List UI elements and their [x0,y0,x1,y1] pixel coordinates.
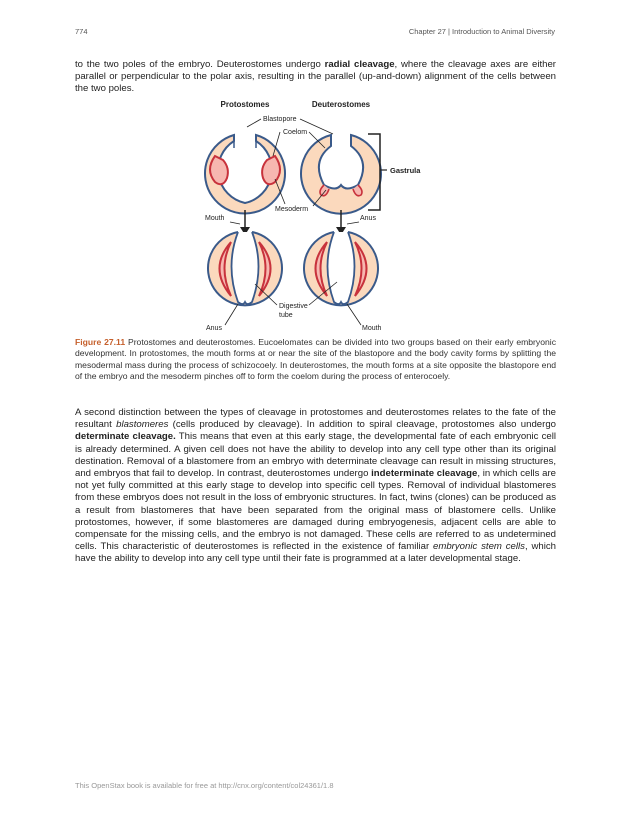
deuterostome-gastrula [301,135,381,214]
label-blastopore: Blastopore [263,116,297,123]
label-mesoderm: Mesoderm [275,206,309,213]
caption-text: Protostomes and deuterostomes. Eucoelomates can be divided into two groups based on their early embryonic development. In protostomes, the mouth forms at or near the site of the blastopore and the body cavity forms by splitting the mesodermal mass during the process of schizocoely. In deuterostomes, the mouth forms at a site opposite the blastopore end of the embryo and the mesoderm pinches off to form the coelom during the process of enterocoely. [75,337,556,382]
term-embryonic-stem-cells: embryonic stem cells [433,541,525,553]
term-radial-cleavage: radial cleavage [324,59,395,70]
running-head: Chapter 27 | Introduction to Animal Diversity [408,27,555,36]
label-gastrula: Gastrula [390,166,421,175]
label-deuterostomes: Deuterostomes [311,100,371,109]
label-coelom: Coelom [283,129,308,136]
footer-note: This OpenStax book is available for free at http://cnx.org/content/col24361/1.8 [75,781,334,790]
label-protostomes: Protostomes [220,100,270,109]
label-anus-top: Anus [360,215,376,222]
body-paragraph [75,407,556,566]
label-digestive-2: tube [279,312,293,319]
term-indeterminate-cleavage: indeterminate cleavage [371,468,478,480]
page-number: 774 [75,27,88,36]
figure-label: Figure 27.11 [75,337,126,347]
term-blastomeres: blastomeres [116,419,169,431]
para-text-3: This means that even at this early stage, the developmental fate of each embryonic cell is already determined. A given cell does not have the ability to develop into any cell type other than its original destination. Removal of a blastomere from an embryo with determinate cleavage can result in missing structures, and embryos that fail to develop. In contrast, deuterostomes undergo [75,431,556,480]
intro-text-2: , where the cleavage axes are either parallel or perpendicular to the polar axis, resulting in the parallel (up-and-down) alignment of the cells between the two poles. [75,59,556,95]
para-text-5: , which have the ability to develop into any cell type until their fate is programmed at a later developmental stage. [75,541,556,565]
intro-paragraph [75,59,556,96]
para-text-1: A second distinction between the types of cleavage in protostomes and deuterostomes relates to the fate of the resultant [75,407,556,431]
embryo-diagram [75,96,556,336]
protostome-digestive-tube [208,232,282,305]
term-determinate-cleavage: determinate cleavage. [75,431,176,443]
label-mouth-bottom: Mouth [362,325,382,332]
label-anus-bottom: Anus [206,325,222,332]
deuterostome-digestive-tube [304,232,378,305]
intro-text-1: to the two poles of the embryo. Deuterostomes undergo [75,59,325,70]
para-text-2: (cells produced by cleavage). In addition to spiral cleavage, protostomes also undergo [168,419,556,431]
label-digestive-1: Digestive [279,303,308,310]
figure-protostomes-deuterostomes [75,96,556,336]
label-mouth-top: Mouth [205,215,225,222]
figure-caption [75,337,556,383]
protostome-gastrula [205,135,285,213]
para-text-4: , in which cells are not yet fully committed at this early stage to develop into specific cell types. Removal of individual blastomeres from these embryos does not result in the loss of embryonic structures. In fact, twins (clones) can be produced as a result from blastomeres that have been separated from the original mass of blastomere cells. Unlike protostomes, however, if some blastomeres are damaged during embryogenesis, adjacent cells are able to compensate for the missing cells, and the embryo is not damaged. These cells are referred to as undetermined cells. This characteristic of deuterostomes is reflected in the existence of familiar [75,468,556,553]
